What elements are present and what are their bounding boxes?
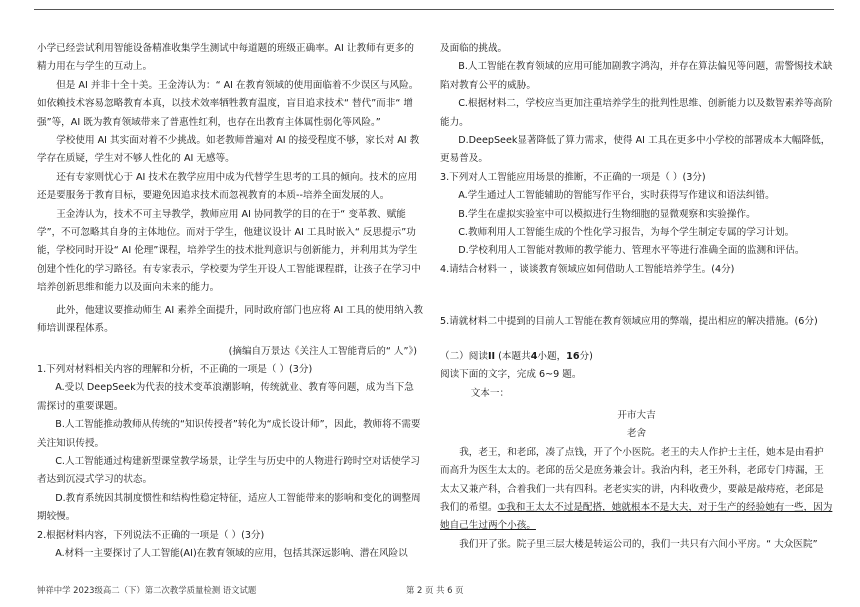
- question-2-stem: 2.根据材料内容，下列说法不正确的一项是（ ）(3分): [37, 529, 265, 541]
- question-1-option-d: D.教育系统因其制度惯性和结构性稳定特征，适应人工智能带来的影响和变化的调整周期较慢。: [37, 492, 421, 523]
- question-5: 5.请就材料二中提到的目前人工智能在教育领域应用的弊端，提出相应的解决措施。(6分): [440, 316, 818, 328]
- underlined-sentence: ①我和王太太不过是配搭，她就根本不是大夫，对于生产的经验她有一些，因为她自己生过两个小孩。: [440, 501, 833, 532]
- paragraph: 学校使用 AI 其实面对着不少挑战。如老教师普遍对 AI 的接受程度不够，家长对 AI 教学存在质疑，学生对不够人性化的 AI 无感等。: [37, 135, 420, 165]
- left-column: [37, 40, 423, 563]
- paragraph: 但是 AI 并非十全十美。王金涛认为：“ AI 在教育领域的使用面临着不少误区与风险。如依赖技术容易忽略教育本真，以技术效率牺牲教育温度，盲目追求技术“ 替代”而非“ 增强”等，AI 既为教育领域带来了普惠性红利，也存在出教育主体属性弱化等风险。”: [37, 79, 419, 128]
- paragraph: 还有专家则忧心于 AI 技术在教学应用中成为代替学生思考的工具的倾向。技术的应用还是要服务于教育目标，要避免因追求技术而忽视教育的本质--培养全面发展的人。: [37, 171, 418, 202]
- question-2-option-d: D.DeepSeek显著降低了算力需求，使得 AI 工具在更多中小学校的部署成本大幅降低，更易普及。: [440, 135, 831, 165]
- question-2-option-c: C.根据材料二，学校应当更加注重培养学生的批判性思维、创新能力以及数智素养等高阶能力。: [440, 98, 833, 128]
- source-attribution: (摘编自万景达《关注人工智能背后的“ 人”》): [228, 345, 417, 357]
- instruction: 阅读下面的文字，完成 6~9 题。: [440, 369, 582, 381]
- story-title: 开市大吉: [617, 409, 656, 421]
- question-3-stem: 3.下列对人工智能应用场景的推断，不正确的一项是（ ）(3分): [440, 171, 706, 183]
- story-paragraph: 我们开了张。院子里三层大楼是转运公司的，我们一共只有六间小平房。“ 大众医院”: [459, 538, 818, 550]
- question-3-option-c: C.教师利用人工智能生成的个性化学习报告，为每个学生制定专属的学习计划。: [458, 227, 795, 239]
- question-2-option-a-continued: 及面临的挑战。: [440, 43, 508, 54]
- question-1-stem: 1.下列对材料相关内容的理解和分析，不正确的一项是（ ）(3分): [37, 363, 313, 375]
- question-1-option-b: B.人工智能推动教师从传统的“知识传授者”转化为“成长设计师”，因此，教师将不需要关注知识传授。: [37, 419, 421, 449]
- question-2-option-b: B.人工智能在教育领域的应用可能加剧教字鸿沟，并存在算法偏见等问题，需警惕技术缺陷对教育公平的威胁。: [440, 61, 833, 91]
- question-1-option-c: C.人工智能通过构建新型课堂教学场景，让学生与历史中的人物进行跨时空对话使学习者达到沉浸式学习的状态。: [37, 455, 420, 486]
- question-3-option-b: B.学生在虚拟实验室中可以模拟进行生物细胞的显微观察和实验操作。: [458, 208, 756, 220]
- question-3-option-d: D.学校利用人工智能对教师的教学能力、管理水平等进行准确全面的监测和评估。: [458, 245, 805, 257]
- story-paragraph: 我，老王，和老邱，凑了点钱，开了个小医院。老王的夫人作护士主任，她本是由看护而高升为医生太太的。老邱的岳父是庶务兼会计。我治内科，老王外科，老邱专门痔漏，王太太又兼产科，合着我们一共有四科。老老实实的讲，内科收费少，要敲是敲痔疮，老邱是我们的希望。①我和王太太不过是配搭，她就根本不是大夫，对于生产的经验她有一些，因为她自己生过两个小孩。: [440, 446, 833, 532]
- question-1-option-a: A.受以 DeepSeek为代表的技术变革浪潮影响，传统就业、教育等问题，成为当下急需探讨的重要课题。: [37, 382, 414, 412]
- question-2-option-a: A.材料一主要探讨了人工智能(AI)在教育领域的应用，包括其深远影响、潜在风险以: [55, 547, 408, 559]
- section-heading: （二）阅读II (本题共4小题，16分): [440, 350, 593, 362]
- text-label: 文本一：: [470, 387, 510, 399]
- right-column: [440, 40, 833, 554]
- page-number: 第 2 页 共 6 页: [406, 585, 464, 595]
- top-rule: [34, 9, 834, 10]
- paragraph: 此外，他建议要推动师生 AI 素养全面提升，同时政府部门也应将 AI 工具的使用纳入教师培训课程体系。: [37, 304, 423, 335]
- question-4: 4.请结合材料一 ，谈谈教育领域应如何借助人工智能培养学生。(4分): [440, 263, 735, 275]
- story-author: 老舍: [626, 428, 647, 440]
- paragraph: 小学已经尝试利用智能设备精准收集学生测试中每道题的班级正确率。AI 让教师有更多的精力用在与学生的互动上。: [37, 43, 415, 73]
- question-3-option-a: A.学生通过人工智能辅助的智能写作平台，实时获得写作建议和语法纠错。: [458, 190, 775, 202]
- paragraph: 王金涛认为，技术不可主导教学，教师应用 AI 协同教学的目的在于“ 变革教、赋能学”，不可忽略其自身的主体地位。而对于学生，他建议设计 AI 工具时嵌入“ 反思提示”功能，学校同时开设“ AI 伦理”课程，培养学生的技术批判意识与创新能力，并利用其为学生创建个性化的学习路径。有专家表示，学校要为学生开设人工智能课程群，让孩子在学习中培养创新思维和能力以及面向未来的能力。: [37, 208, 421, 294]
- footer-exam-title: 钟祥中学 2023级高二（下）第二次教学质量检测 语文试题: [37, 585, 257, 595]
